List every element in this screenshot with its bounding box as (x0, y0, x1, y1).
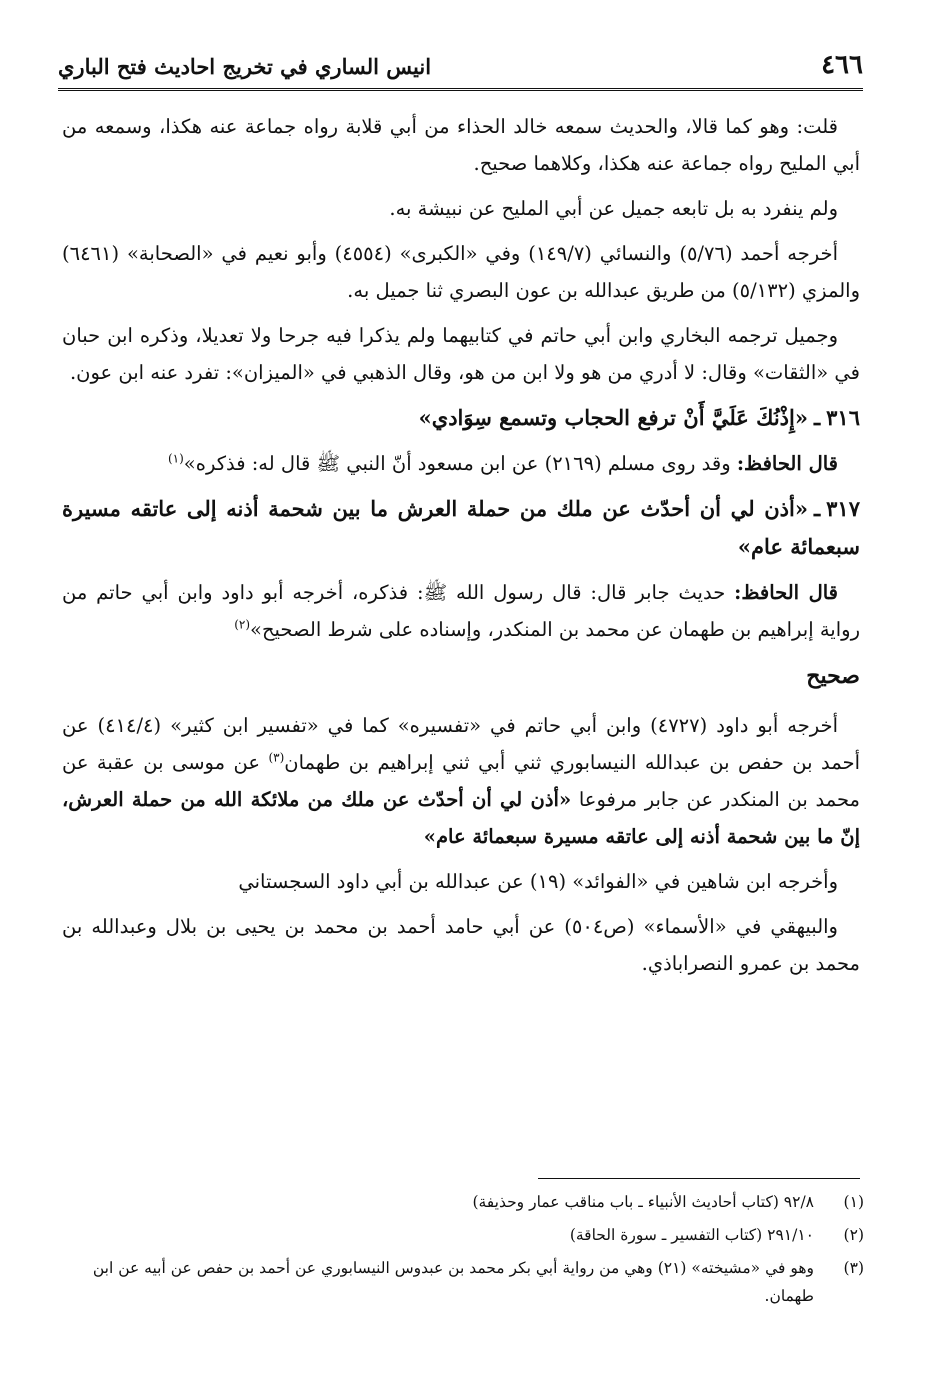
paragraph: قلت: وهو كما قالا، والحديث سمعه خالد الحذاء من أبي قلابة رواه جماعة عنه هكذا، وسمعه من أبي المليح رواه جماعة عنه هكذا، وكلاهما صحيح. (62, 115, 860, 175)
grade-heading: صحيح (806, 663, 860, 689)
hadith-quote: «أذن لي أن أحدّث عن ملك من ملائكة الله من حملة العرش، إنّ ما بين شحمة أذنه إلى عاتقه مسيرة سبعمائة عام» (62, 788, 860, 848)
footnote-separator (538, 1178, 860, 1179)
footnote (62, 1221, 864, 1249)
footnote-ref: (١) (167, 451, 184, 466)
entry-dash: ـ (814, 496, 821, 521)
hafiz-comment (62, 574, 860, 648)
footnote (62, 1188, 864, 1216)
entry-number: ٣١٧ (826, 496, 860, 521)
footnote-text: وهو في «مشيخته» (٢١) وهي من رواية أبي بكر محمد بن عبدوس النيسابوري عن أحمد بن حفص عن أبيه عن ابن طهمان. (92, 1259, 814, 1305)
footnote-number: (٢) (843, 1226, 864, 1244)
hafiz-comment (62, 445, 860, 482)
hafiz-label: قال الحافظ: (736, 452, 838, 475)
paragraph: والبيهقي في «الأسماء» (ص٥٠٤) عن أبي حامد أحمد بن محمد بن يحيى بن بلال وعبدالله بن محمد بن عمرو النصراباذي. (62, 915, 860, 975)
paragraph: ولم ينفرد به بل تابعه جميل عن أبي المليح عن نبيشة به. (389, 197, 838, 220)
hadith-entry-316 (62, 399, 860, 437)
paragraph: وجميل ترجمه البخاري وابن أبي حاتم في كتابيهما ولم يذكرا فيه جرحا ولا تعديلا، وذكره ابن حبان في «الثقات» وقال: لا أدري من هو ولا ابن من هو، وقال الذهبي في «الميزان»: تفرد عنه ابن عون. (62, 324, 860, 384)
entry-dash: ـ (814, 405, 821, 430)
page-number: ٤٦٦ (821, 50, 863, 80)
takhrij-text: أخرجه أبو داود (٤٧٢٧) وابن أبي حاتم في «تفسيره» كما في «تفسير ابن كثير» (٤١٤/٤) عن أحمد بن حفص بن عبدالله النيسابوري ثني أبي ثني إبراهيم بن طهمان (62, 714, 860, 774)
takhrij-paragraph (62, 707, 860, 855)
hadith-entry-317 (62, 490, 860, 566)
footnote (62, 1254, 864, 1310)
hafiz-label: قال الحافظ: (734, 581, 839, 604)
page-header (58, 48, 863, 91)
hafiz-text: حديث جابر قال: قال رسول الله ﷺ: فذكره، أخرجه أبو داود وابن أبي حاتم من رواية إبراهيم بن طهمان عن محمد بن المنكدر، وإسناده على شرط الصحيح» (62, 581, 860, 641)
footnote-ref: (٢) (234, 617, 251, 632)
takhrij-text: عن موسى بن عقبة عن محمد بن المنكدر عن جابر مرفوعا (62, 751, 860, 811)
footnote-number: (١) (843, 1193, 864, 1211)
footnote-ref: (٣) (268, 750, 285, 765)
footnote-text: ٢٩١/١٠ (كتاب التفسير ـ سورة الحاقة) (569, 1226, 814, 1244)
hadith-text: «إِذْنُكَ عَلَيَّ أَنْ ترفع الحجاب وتسمع سِوَادي» (418, 405, 808, 430)
running-title: انيس الساري في تخريج احاديث فتح الباري (58, 54, 432, 79)
paragraph: وأخرجه ابن شاهين في «الفوائد» (١٩) عن عبدالله بن أبي داود السجستاني (238, 870, 838, 893)
hadith-text: «أذن لي أن أحدّث عن ملك من حملة العرش ما بين شحمة أذنه إلى عاتقه مسيرة سبعمائة عام» (62, 496, 860, 559)
footnotes (62, 1188, 864, 1315)
hafiz-text: وقد روى مسلم (٢١٦٩) عن ابن مسعود أنّ النبي ﷺ قال له: فذكره» (183, 452, 731, 475)
footnote-text: ٩٢/٨ (كتاب أحاديث الأنبياء ـ باب مناقب عمار وحذيفة) (472, 1193, 814, 1211)
main-text (62, 108, 860, 990)
footnote-number: (٣) (843, 1259, 864, 1277)
entry-number: ٣١٦ (826, 405, 860, 430)
paragraph: أخرجه أحمد (٥/٧٦) والنسائي (١٤٩/٧) وفي «الكبرى» (٤٥٥٤) وأبو نعيم في «الصحابة» (٦٤٦١) والمزي (٥/١٣٢) من طريق عبدالله بن عون البصري ثنا جميل به. (62, 242, 860, 302)
